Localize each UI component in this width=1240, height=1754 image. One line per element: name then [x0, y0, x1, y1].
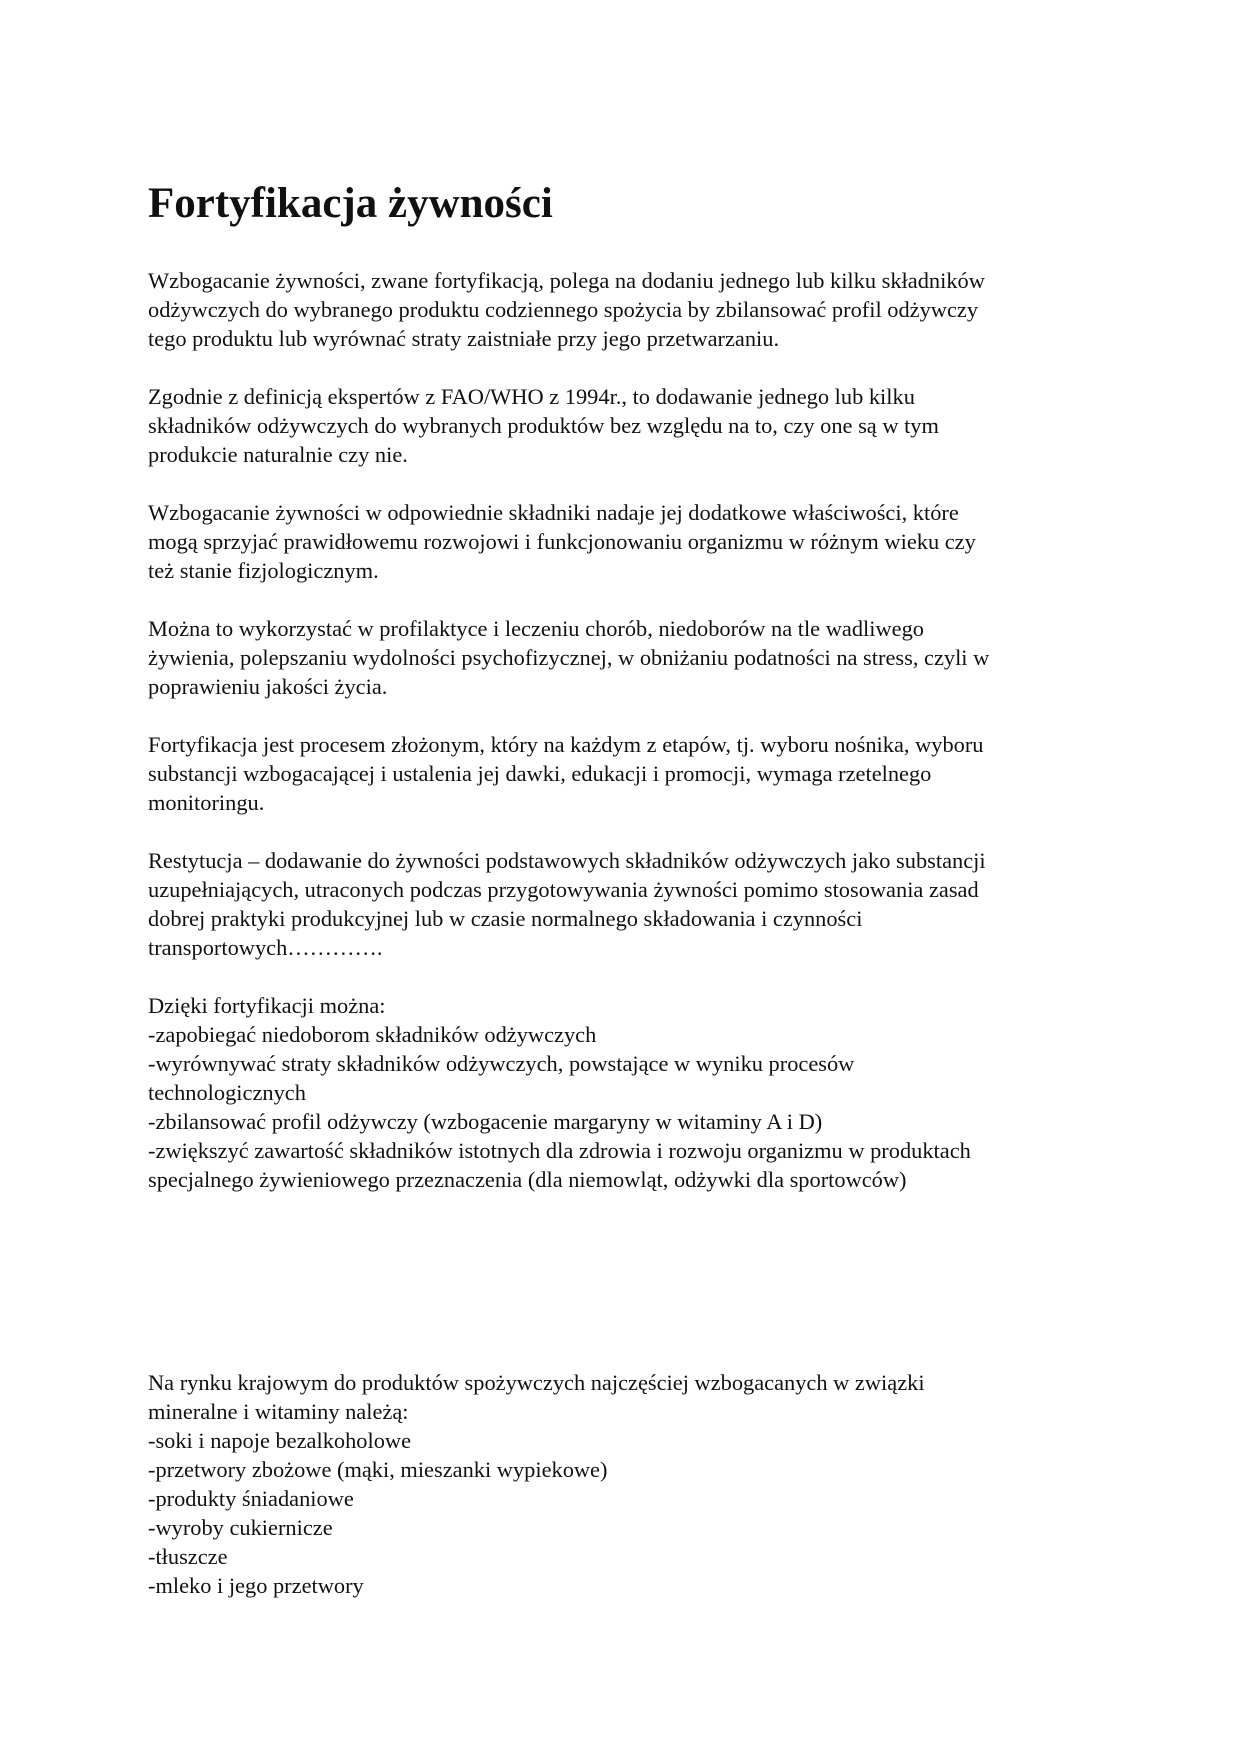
list-item: -wyroby cukiernicze: [148, 1515, 333, 1540]
paragraph-line: produkcie naturalnie czy nie.: [148, 442, 408, 467]
paragraph-line: też stanie fizjologicznym.: [148, 558, 379, 583]
list-item: -tłuszcze: [148, 1544, 228, 1569]
list-item: -wyrównywać straty składników odżywczych, powstające w wyniku procesów: [148, 1051, 855, 1076]
paragraph-line: Restytucja – dodawanie do żywności podstawowych składników odżywczych jako substancji: [148, 848, 986, 873]
paragraph-line: dobrej praktyki produkcyjnej lub w czasie normalnego składowania i czynności: [148, 906, 863, 931]
paragraph-restitution: [148, 846, 1098, 962]
paragraph-line: monitoringu.: [148, 790, 265, 815]
paragraph-definition: [148, 266, 1098, 353]
list-item: technologicznych: [148, 1080, 306, 1105]
paragraph-properties: [148, 498, 1098, 585]
paragraph-line: substancji wzbogacającej i ustalenia jej dawki, edukacji i promocji, wymaga rzetelnego: [148, 761, 932, 786]
paragraph-line: transportowych………….: [148, 935, 383, 960]
list-item: -przetwory zbożowe (mąki, mieszanki wypiekowe): [148, 1457, 608, 1482]
paragraph-line: Zgodnie z definicją ekspertów z FAO/WHO z 1994r., to dodawanie jednego lub kilku: [148, 384, 915, 409]
paragraph-line: uzupełniających, utraconych podczas przygotowywania żywności pomimo stosowania zasad: [148, 877, 979, 902]
paragraph-line: tego produktu lub wyrównać straty zaistniałe przy jego przetwarzaniu.: [148, 326, 780, 351]
paragraph-fao-who: [148, 382, 1098, 469]
list-item: -zapobiegać niedoborom składników odżywczych: [148, 1022, 597, 1047]
page-title: Fortyfikacja żywności: [148, 180, 553, 227]
paragraph-line: odżywczych do wybranego produktu codziennego spożycia by zbilansować profil odżywczy: [148, 297, 979, 322]
list-item: -produkty śniadaniowe: [148, 1486, 354, 1511]
paragraph-prevention: [148, 614, 1098, 701]
paragraph-line: składników odżywczych do wybranych produktów bez względu na to, czy one są w tym: [148, 413, 939, 438]
paragraph-market-products: [148, 1368, 1098, 1600]
list-item: -soki i napoje bezalkoholowe: [148, 1428, 412, 1453]
list-item: -mleko i jego przetwory: [148, 1573, 364, 1598]
paragraph-line: Fortyfikacja jest procesem złożonym, który na każdym z etapów, tj. wyboru nośnika, wyboru: [148, 732, 984, 757]
paragraph-line: mineralne i witaminy należą:: [148, 1399, 409, 1424]
list-item: specjalnego żywieniowego przeznaczenia (dla niemowląt, odżywki dla sportowców): [148, 1167, 907, 1192]
document-content: [148, 178, 1098, 1629]
paragraph-line: Można to wykorzystać w profilaktyce i leczeniu chorób, niedoborów na tle wadliwego: [148, 616, 924, 641]
paragraph-line: Wzbogacanie żywności w odpowiednie składniki nadaje jej dodatkowe właściwości, które: [148, 500, 959, 525]
paragraph-line: Na rynku krajowym do produktów spożywczych najczęściej wzbogacanych w związki: [148, 1370, 925, 1395]
paragraph-process: [148, 730, 1098, 817]
paragraph-benefits: [148, 991, 1098, 1194]
paragraph-line: mogą sprzyjać prawidłowemu rozwojowi i funkcjonowaniu organizmu w różnym wieku czy: [148, 529, 976, 554]
blank-space: [148, 1223, 1098, 1368]
paragraph-line: Dzięki fortyfikacji można:: [148, 993, 386, 1018]
list-item: -zwiększyć zawartość składników istotnych dla zdrowia i rozwoju organizmu w produktach: [148, 1138, 971, 1163]
paragraph-line: poprawieniu jakości życia.: [148, 674, 388, 699]
list-item: -zbilansować profil odżywczy (wzbogacenie margaryny w witaminy A i D): [148, 1109, 823, 1134]
paragraph-line: Wzbogacanie żywności, zwane fortyfikacją, polega na dodaniu jednego lub kilku składników: [148, 268, 985, 293]
paragraph-line: żywienia, polepszaniu wydolności psychofizycznej, w obniżaniu podatności na stress, czyli w: [148, 645, 990, 670]
